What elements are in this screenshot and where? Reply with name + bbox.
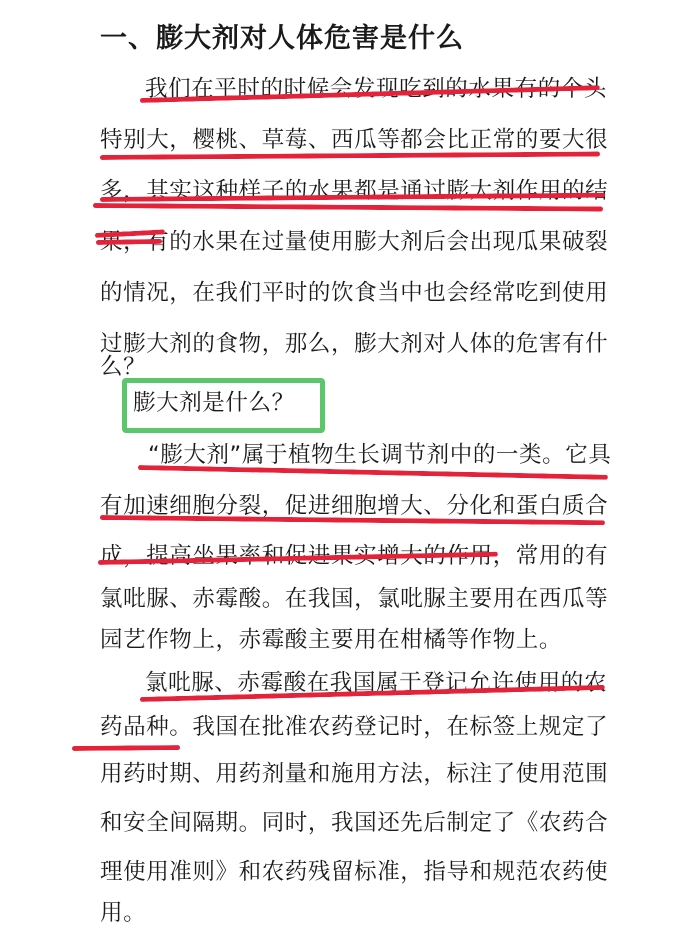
paragraph-2-line: 园艺作物上，赤霉酸主要用在柑橘等作物上。 (100, 627, 563, 653)
red-underline (72, 745, 180, 751)
sub-heading: 膨大剂是什么？ (133, 390, 295, 416)
paragraph-1-line: 么？ (100, 354, 147, 380)
paragraph-2-line: 成，提高坐果率和促进果实增大的作用，常用的有 (100, 543, 609, 569)
paragraph-1-line: 的情况，在我们平时的饮食当中也会经常吃到使用 (100, 280, 609, 306)
paragraph-3-line: 理使用准则》和农药残留标准，指导和规范农药使 (100, 859, 609, 885)
paragraph-1-line: 过膨大剂的食物，那么，膨大剂对人体的危害有什 (100, 331, 609, 357)
paragraph-3-line: 用药时期、用药剂量和施用方法，标注了使用范围 (100, 761, 609, 787)
paragraph-1-line: 我们在平时的时候会发现吃到的水果有的个头 (145, 76, 608, 102)
paragraph-1-line: 多，其实这种样子的水果都是通过膨大剂作用的结 (100, 178, 609, 204)
paragraph-3-line: 氯吡脲、赤霉酸在我国属于登记允许使用的农 (145, 670, 608, 696)
paragraph-2-line: 有加速细胞分裂，促进细胞增大、分化和蛋白质合 (100, 493, 609, 519)
paragraph-1-line: 特别大，樱桃、草莓、西瓜等都会比正常的要大很 (100, 127, 609, 153)
section-heading: 一、膨大剂对人体危害是什么 (100, 23, 464, 54)
paragraph-1-line: 果，有的水果在过量使用膨大剂后会出现瓜果破裂 (100, 229, 609, 255)
paragraph-3-line: 药品种。我国在批准农药登记时，在标签上规定了 (100, 714, 609, 740)
paragraph-2-line: “膨大剂”属于植物生长调节剂中的一类。它具 (148, 442, 612, 468)
paragraph-3-line: 和安全间隔期。同时，我国还先后制定了《农药合 (100, 810, 609, 836)
paragraph-2-line: 氯吡脲、赤霉酸。在我国，氯吡脲主要用在西瓜等 (100, 586, 609, 612)
paragraph-3-line: 用。 (100, 900, 147, 926)
